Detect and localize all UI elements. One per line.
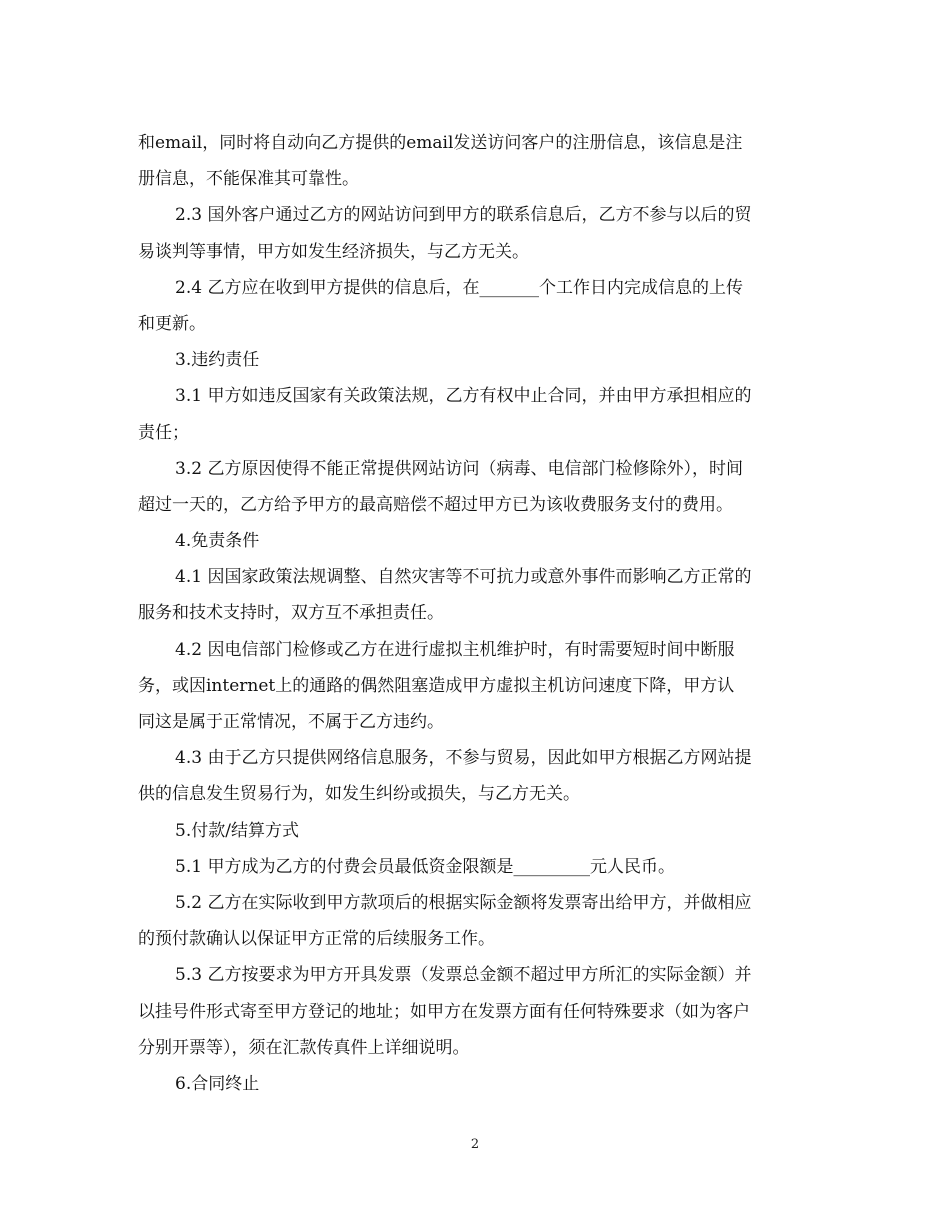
text-line: 分别开票等），须在汇款传真件上详细说明。 xyxy=(138,1037,470,1058)
text-line: 3.违约责任 xyxy=(175,350,260,371)
section-heading xyxy=(138,1066,814,1102)
text-line: 5.1 甲方成为乙方的付费会员最低资金限额是_________元人民币。 xyxy=(175,856,675,877)
section-heading xyxy=(138,813,814,849)
text-line: 以挂号件形式寄至甲方登记的地址；如甲方在发票方面有任何特殊要求（如为客户 xyxy=(138,1001,750,1022)
text-line: 4.2 因电信部门检修或乙方在进行虚拟主机维护时，有时需要短时间中断服 xyxy=(175,639,735,660)
text-line: 5.付款/结算方式 xyxy=(175,820,299,841)
text-line: 4.3 由于乙方只提供网络信息服务，不参与贸易，因此如甲方根据乙方网站提 xyxy=(175,748,752,769)
paragraph xyxy=(138,378,814,450)
paragraph xyxy=(138,559,814,631)
text-line: 责任； xyxy=(138,422,189,443)
text-line: 6.合同终止 xyxy=(175,1073,260,1094)
paragraph xyxy=(138,125,814,197)
document-body xyxy=(138,125,814,1102)
text-line: 超过一天的，乙方给予甲方的最高赔偿不超过甲方已为该收费服务支付的费用。 xyxy=(138,494,733,515)
text-line: 服务和技术支持时，双方互不承担责任。 xyxy=(138,603,444,624)
paragraph xyxy=(138,849,814,885)
paragraph xyxy=(138,740,814,812)
page-number: 2 xyxy=(470,1137,480,1152)
paragraph xyxy=(138,632,814,741)
paragraph xyxy=(138,270,814,342)
text-line: 同这是属于正常情况，不属于乙方违约。 xyxy=(138,712,444,732)
text-line: 4.1 因国家政策法规调整、自然灾害等不可抗力或意外事件而影响乙方正常的 xyxy=(175,567,752,588)
text-line: 和更新。 xyxy=(138,313,206,334)
text-line: 3.1 甲方如违反国家有关政策法规，乙方有权中止合同，并由甲方承担相应的 xyxy=(175,386,752,407)
section-heading xyxy=(138,342,814,378)
text-line: 和email，同时将自动向乙方提供的email发送访问客户的注册信息，该信息是注 xyxy=(138,133,743,153)
text-line: 2.3 国外客户通过乙方的网站访问到甲方的联系信息后，乙方不参与以后的贸 xyxy=(175,205,752,226)
section-heading xyxy=(138,523,814,559)
text-line: 易谈判等事情，甲方如发生经济损失，与乙方无关。 xyxy=(138,241,529,262)
paragraph xyxy=(138,451,814,523)
text-line: 3.2 乙方原因使得不能正常提供网站访问（病毒、电信部门检修除外），时间 xyxy=(175,458,743,479)
text-line: 4.免责条件 xyxy=(175,531,260,552)
text-line: 的预付款确认以保证甲方正常的后续服务工作。 xyxy=(138,929,495,950)
text-line: 2.4 乙方应在收到甲方提供的信息后，在_______个工作日内完成信息的上传 xyxy=(175,277,743,298)
text-line: 5.2 乙方在实际收到甲方款项后的根据实际金额将发票寄出给甲方，并做相应 xyxy=(175,892,752,913)
text-line: 供的信息发生贸易行为，如发生纠纷或损失，与乙方无关。 xyxy=(138,784,580,805)
paragraph xyxy=(138,885,814,957)
text-line: 5.3 乙方按要求为甲方开具发票（发票总金额不超过甲方所汇的实际金额）并 xyxy=(175,965,752,986)
text-line: 务，或因internet上的通路的偶然阻塞造成甲方虚拟主机访问速度下降，甲方认 xyxy=(138,675,735,696)
paragraph xyxy=(138,957,814,1066)
paragraph xyxy=(138,197,814,269)
text-line: 册信息，不能保准其可靠性。 xyxy=(138,169,359,190)
